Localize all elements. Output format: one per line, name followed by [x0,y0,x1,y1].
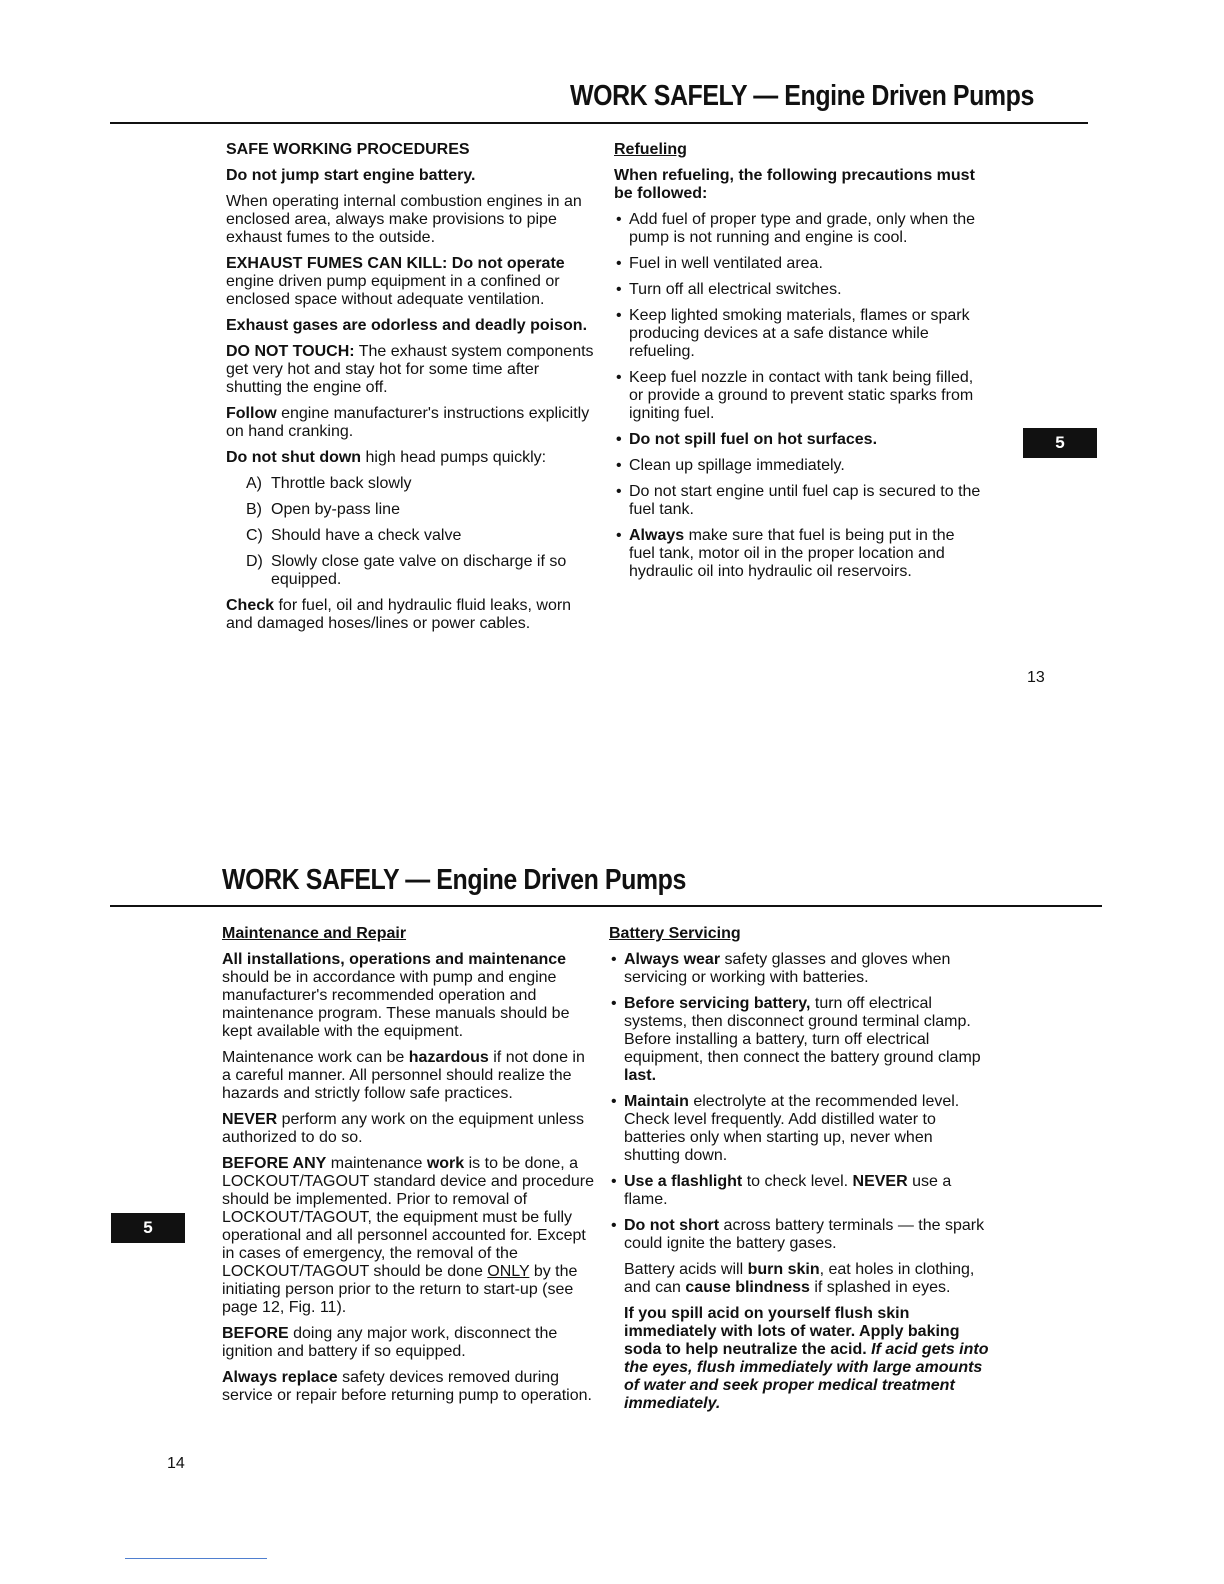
flashlight-label: Use a flashlight [624,1173,743,1190]
before-text: doing any major work, disconnect the ignition and battery if so equipped. [222,1325,558,1360]
before-servicing-label: Before servicing battery, [624,995,811,1012]
hazardous-paragraph [222,1049,594,1103]
never-text: perform any work on the equipment unless authorized to do so. [222,1111,584,1146]
step-letter: D) [246,553,263,570]
step-letter: B) [246,501,262,518]
follow-instructions-paragraph [226,405,598,441]
shut-down-paragraph [226,449,598,467]
list-item [226,527,598,545]
list-item [614,527,984,581]
before-paragraph [222,1325,594,1361]
lockout-text-c: by the initiating person prior to the return to start-up (see page 12, Fig. 11). [222,1263,578,1316]
lockout-paragraph [222,1155,594,1317]
page-13-title: WORK SAFELY — Engine Driven Pumps [570,80,1034,112]
exhaust-fumes-paragraph [226,255,598,309]
list-item: • Keep lighted smoking materials, flames or spark producing devices at a safe distance while refueling. [614,307,984,361]
installations-paragraph [222,951,594,1041]
acid-spill-paragraph [609,1305,989,1413]
section-tab-page-14: 5 [111,1213,185,1243]
do-not-touch-paragraph [226,343,598,397]
list-item [609,951,989,987]
installations-text: should be in accordance with pump and engine manufacturer's recommended operation and maintenance program. These manuals should be kept available with the equipment. [222,969,570,1040]
step-text: Slowly close gate valve on discharge if so equipped. [271,553,567,588]
before-label: BEFORE [222,1325,289,1342]
never-flame-label: NEVER [852,1173,908,1190]
page-number-14: 14 [167,1455,185,1472]
hazardous-text-a: Maintenance work can be [222,1049,409,1066]
do-not-touch-label: DO NOT TOUCH: [226,343,355,360]
acid-eyes-text: If acid gets into the eyes, flush immediately with large amounts of water and seek proper medical treatment immediately. [624,1341,989,1412]
page-14-title-rule [110,905,1102,907]
do-not-short-label: Do not short [624,1217,720,1234]
list-item [226,475,598,493]
step-text: Should have a check valve [271,527,462,544]
acid-text-c: if splashed in eyes. [809,1279,951,1296]
shut-down-text: high head pumps quickly: [361,449,547,466]
always-label: Always [629,527,685,544]
enclosed-area-paragraph: When operating internal combustion engines in an enclosed area, always make provisions to pipe exhaust fumes to the outside. [226,193,582,246]
acid-text-b: , eat holes in clothing, and can [624,1261,975,1296]
flashlight-text-b: use a flame. [624,1173,952,1208]
battery-servicing-heading: Battery Servicing [609,925,741,942]
lockout-text-a: maintenance [326,1155,427,1172]
list-item: • Do not spill fuel on hot surfaces. [614,431,984,449]
acid-text-a: Battery acids will [624,1261,748,1278]
jump-start-warning: Do not jump start engine battery. [226,167,476,184]
page-14-left-column [222,925,594,1413]
battery-acid-paragraph [609,1261,989,1297]
page-14-title: WORK SAFELY — Engine Driven Pumps [222,864,686,896]
lockout-text-b: is to be done, a LOCKOUT/TAGOUT standard device and procedure should be implemented. Prior to removal of LOCKOUT/TAGOUT, the equipment must be fully operational and all personnel accounted for. Except in cases of emergency, the removal of the LOCKOUT/TAGOUT should be done [222,1155,595,1280]
maintenance-repair-heading: Maintenance and Repair [222,925,407,942]
maintain-text: electrolyte at the recommended level. Check level frequently. Add distilled water to batteries only when starting up, never when shutting down. [624,1093,960,1164]
follow-label: Follow [226,405,277,422]
battery-list [609,951,989,1253]
acid-spill-text: If you spill acid on yourself flush skin immediately with lots of water. Apply baking soda to help neutralize the acid. [624,1305,960,1358]
step-letter: A) [246,475,262,492]
refueling-intro: When refueling, the following precautions must be followed: [614,167,975,202]
check-label: Check [226,597,275,614]
page-13-right-column [614,141,984,589]
step-letter: C) [246,527,263,544]
never-paragraph [222,1111,594,1147]
refueling-heading: Refueling [614,141,687,158]
page-14-right-column [609,925,989,1421]
step-text: Open by-pass line [271,501,400,518]
maintain-label: Maintain [624,1093,689,1110]
list-item [609,1173,989,1209]
follow-text: engine manufacturer's instructions explicitly on hand cranking. [226,405,590,440]
shut-down-steps [226,475,598,589]
page-number-13: 13 [1027,669,1045,686]
list-item: • Turn off all electrical switches. [614,281,984,299]
before-any-label: BEFORE ANY [222,1155,327,1172]
before-servicing-text: turn off electrical systems, then disconnect ground terminal clamp. Before installing a battery, turn off electrical equipment, then connect the battery ground clamp [624,995,981,1066]
never-label: NEVER [222,1111,278,1128]
safe-working-procedures-heading: SAFE WORKING PROCEDURES [226,141,470,158]
list-item [609,995,989,1085]
do-not-touch-text: The exhaust system components get very hot and stay hot for some time after shutting the engine off. [226,343,594,396]
list-item [609,1093,989,1165]
do-not-short-text: across battery terminals — the spark could ignite the battery gases. [624,1217,985,1252]
always-text: make sure that fuel is being put in the fuel tank, motor oil in the proper location and hydraulic oil into hydraulic oil reservoirs. [629,527,955,580]
always-replace-text: safety devices removed during service or repair before returning pump to operation. [222,1369,592,1404]
section-tab-page-13: 5 [1023,428,1097,458]
list-item: • Fuel in well ventilated area. [614,255,984,273]
only-label: ONLY [487,1263,530,1280]
shut-down-label: Do not shut down [226,449,362,466]
list-item: • Do not start engine until fuel cap is secured to the fuel tank. [614,483,984,519]
work-label: work [426,1155,465,1172]
exhaust-fumes-warning: EXHAUST FUMES CAN KILL: Do not operate [226,255,565,272]
flashlight-text-a: to check level. [742,1173,853,1190]
odorless-gases-warning: Exhaust gases are odorless and deadly poison. [226,317,588,334]
page-13-title-rule [110,122,1088,124]
hazardous-text-b: if not done in a careful manner. All personnel should realize the hazards and strictly follow safe practices. [222,1049,585,1102]
list-item: • Clean up spillage immediately. [614,457,984,475]
refueling-list [614,211,984,581]
cause-blindness-label: cause blindness [685,1279,810,1296]
check-text: for fuel, oil and hydraulic fluid leaks, worn and damaged hoses/lines or power cables. [226,597,572,632]
page-13-left-column [226,141,598,641]
always-wear-label: Always wear [624,951,721,968]
list-item: • Keep fuel nozzle in contact with tank being filled, or provide a ground to prevent static sparks from igniting fuel. [614,369,984,423]
hazardous-label: hazardous [408,1049,489,1066]
burn-skin-label: burn skin [747,1261,820,1278]
exhaust-fumes-text: engine driven pump equipment in a confined or enclosed space without adequate ventilation. [226,273,560,308]
list-item [226,553,598,589]
last-label: last. [624,1067,657,1084]
bottom-divider [125,1558,267,1559]
list-item [226,501,598,519]
check-leaks-paragraph [226,597,598,633]
always-replace-label: Always replace [222,1369,338,1386]
always-replace-paragraph [222,1369,594,1405]
list-item [609,1217,989,1253]
always-wear-text: safety glasses and gloves when servicing or working with batteries. [624,951,951,986]
step-text: Throttle back slowly [271,475,412,492]
installations-label: All installations, operations and maintenance [222,951,567,968]
list-item: • Add fuel of proper type and grade, only when the pump is not running and engine is cool. [614,211,984,247]
